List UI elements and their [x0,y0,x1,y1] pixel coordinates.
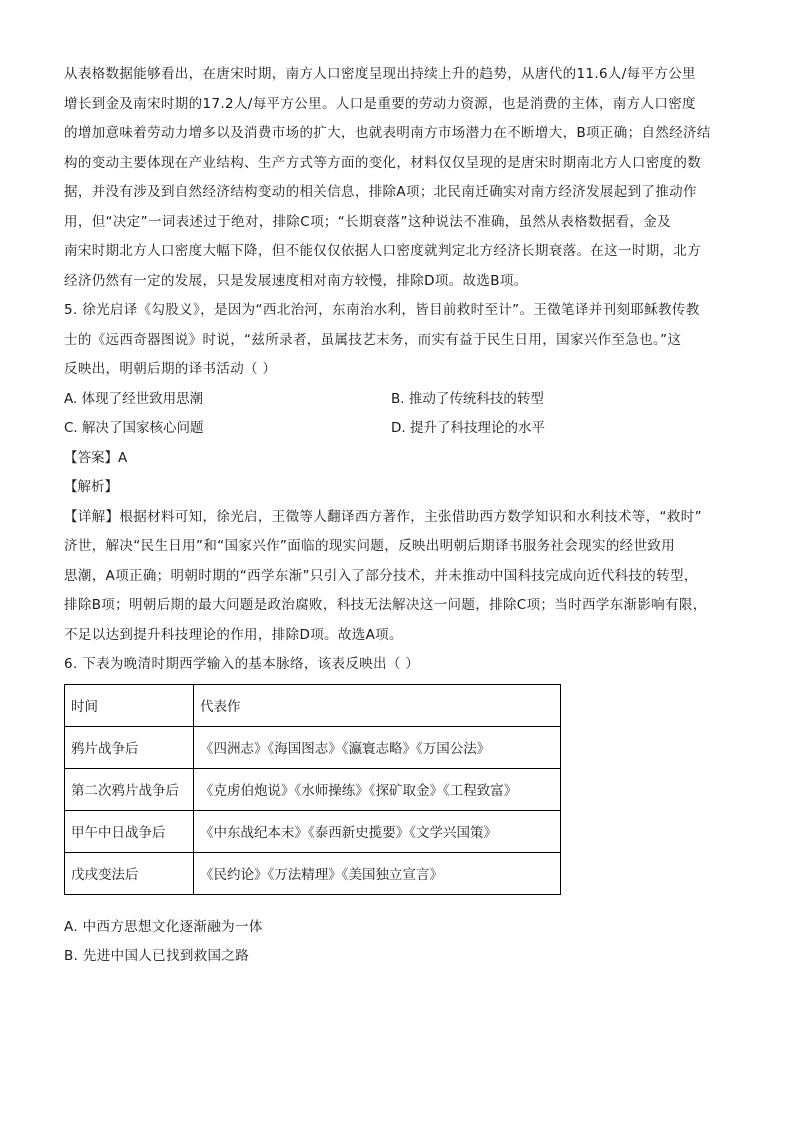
option-b: B. 推动了传统科技的转型 [391,390,544,407]
text-line: 据，并没有涉及到自然经济结构变动的相关信息，排除A项；北民南迁确实对南方经济发展起到了推动作 [64,184,697,200]
table-header-row [65,684,561,726]
detail-line: 不足以达到提升科技理论的作用，排除D项。故选A项。 [64,626,403,643]
option-a: A. 体现了经世致用思潮 [64,390,204,407]
table-cell: 甲午中日战争后 [65,810,194,852]
document-page [64,60,724,972]
table-cell: 《民约论》《万法精理》《美国独立宣言》 [194,852,561,894]
text-line: 经济仍然有一定的发展，只是发展速度相对南方较慢，排除D项。故选B项。 [64,272,528,289]
table-cell: 戊戌变法后 [65,852,194,894]
table-cell: 《中东战纪本末》《泰西新史揽要》《文学兴国策》 [194,810,561,852]
text-line: 增长到金及南宋时期的17.2人/每平方公里。人口是重要的劳动力资源，也是消费的主体，南方人口密度 [64,95,696,112]
western-learning-table [64,684,561,895]
question-6 [64,650,724,972]
text-line: 构的变动主要体现在产业结构、生产方式等方面的变化，材料仅仅呈现的是唐宋时期南北方人口密度的数 [64,154,702,171]
detail-line: 排除B项；明朝后期的最大问题是政治腐败，科技无法解决这一问题，排除C项；当时西学东渐影响有限， [64,597,707,613]
option-d: D. 提升了科技理论的水平 [391,420,545,436]
table-row [65,852,561,894]
options-row [64,385,724,415]
text-line: 从表格数据能够看出，在唐宋时期，南方人口密度呈现出持续上升的趋势，从唐代的11.6人/每平方公里 [64,66,696,82]
table-header-cell: 时间 [65,684,194,726]
detail-line: 济世，解决“民生日用”和“国家兴作”面临的现实问题，反映出明朝后期译书服务社会现实的经世致用 [64,538,676,554]
option-b: B. 先进中国人已找到救国之路 [64,948,250,964]
text-line: 用，但“决定”一词表述过于绝对，排除C项；“长期衰落”这种说法不准确，虽然从表格数据看，金及 [64,213,672,230]
analysis-label: 【解析】 [64,479,118,495]
text-line: 的增加意味着劳动力增多以及消费市场的扩大，也就表明南方市场潜力在不断增大，B项正确；自然经济结 [64,125,711,141]
question-stem-line: 士的《远西奇器图说》时说，“兹所录者，虽属技艺末务，而实有益于民生日用，国家兴作至急也。”这 [64,331,682,348]
options-row [64,414,724,444]
question-5 [64,296,724,650]
option-c: C. 解决了国家核心问题 [64,420,204,436]
question-stem-line: 反映出，明朝后期的译书活动（ ） [64,361,277,377]
table-cell: 第二次鸦片战争后 [65,768,194,810]
table-header-cell: 代表作 [194,684,561,726]
detail-line: 思潮，A项正确；明朝时期的“西学东渐”只引入了部分技术，并未推动中国科技完成向近代科技的转型， [64,567,698,584]
table-cell: 《克虏伯炮说》《水师操练》《探矿取金》《工程致富》 [194,768,561,810]
question-stem-line: 5. 徐光启译《勾股义》，是因为“西北治河，东南治水利，皆目前救时至计”。王徵笔译并刊刻耶稣教传教 [64,302,700,318]
table-row [65,726,561,768]
table-cell: 鸦片战争后 [65,726,194,768]
detail-line: 【详解】根据材料可知，徐光启，王徵等人翻译西方著作，主张借助西方数学知识和水利技术等，“救时” [64,508,702,525]
question-stem-line: 6. 下表为晚清时期西学输入的基本脉络，该表反映出（ ） [64,656,420,672]
option-a: A. 中西方思想文化逐渐融为一体 [64,918,263,935]
table-row [65,810,561,852]
table-row [65,768,561,810]
text-line: 南宋时期北方人口密度大幅下降，但不能仅仅依据人口密度就判定北方经济长期衰落。在这一时期，北方 [64,243,702,259]
table-cell: 《四洲志》《海国图志》《瀛寰志略》《万国公法》 [194,726,561,768]
previous-analysis-paragraph [64,60,724,296]
answer-label: 【答案】A [64,449,128,466]
